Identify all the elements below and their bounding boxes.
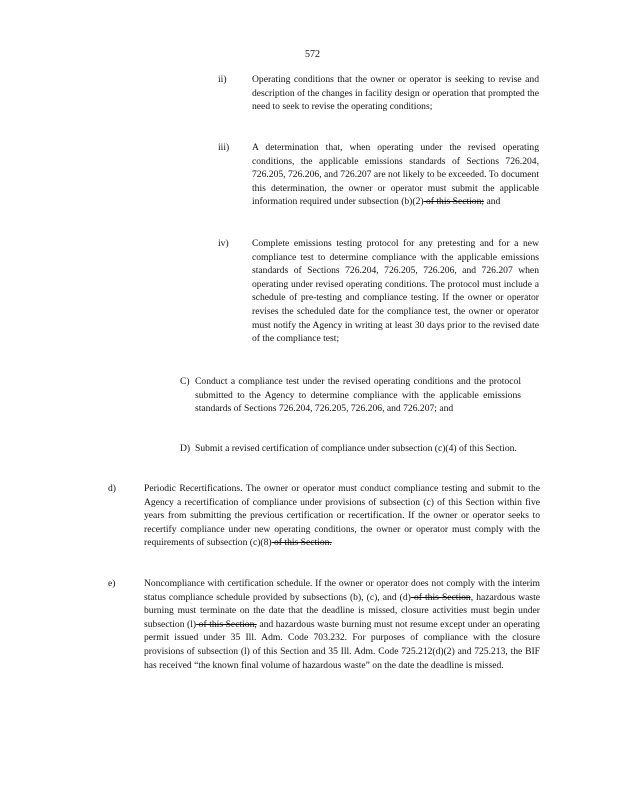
text-segment: , hazardous waste burning must terminate on the date that the deadline is missed, closure activities must begin under subsection (l)	[144, 591, 540, 630]
item-label-iv: iv)	[218, 238, 229, 249]
text-segment: Complete emissions testing protocol for any pretesting and for a new compliance test to determine compliance with the applicable emissions standards of Sections 726.204, 726.205, 726.206, and 726.207 when operating under revised operating conditions. The protocol must include a schedule of pre-testing and compliance testing. If the owner or operator revises the scheduled date for the compliance test, the owner or operator must notify the Agency in writing at least 30 days prior to the revised date of the compliance test;	[252, 238, 539, 345]
item-label-ii: ii)	[218, 74, 227, 85]
item-text-ii	[252, 73, 539, 114]
text-segment: A determination that, when operating under the revised operating conditions, the applicable emissions standards of Sections 726.204, 726.205, 726.206, and 726.207 are not likely to be exceeded. To document this determination, the owner or operator must submit the applicable information required under subsection (b)(2)	[252, 142, 539, 208]
deleted-text: of this Section;	[423, 196, 485, 208]
text-segment: and	[484, 196, 501, 208]
text-segment: Periodic Recertifications. The owner or operator must conduct compliance testing and submit to the Agency a recertification of compliance under provisions of subsection (c) of this Section within five years from submitting the previous certification or recertification. If the owner or operator seeks to recertify compliance under new operating conditions, the owner or operator must comply with the requirements of subsection (c)(8)	[144, 483, 540, 549]
item-label-iii: iii)	[218, 142, 230, 153]
deleted-text: of this Section.	[271, 537, 332, 549]
item-label-c: C)	[180, 376, 190, 387]
text-segment: Noncompliance with certification schedule. If the owner or operator does not comply with the interim status compliance schedule provided by subsections (b), (c), and (d)	[144, 578, 540, 603]
item-text-iii	[252, 141, 539, 209]
item-text-d	[144, 482, 540, 550]
item-text-e	[144, 577, 540, 672]
deleted-text: of this Section,	[196, 618, 257, 630]
text-segment: and hazardous waste burning must not resume except under an operating permit issued under 35 Ill. Adm. Code 703.232. For purposes of compliance with the closure provisions of subsection (l) of this Section and 35 Ill. Adm. Code 725.212(d)(2) and 725.213, the BIF has received “the known final volume of hazardous waste” on the date the deadline is missed.	[144, 618, 540, 671]
item-label-e: e)	[108, 578, 116, 589]
page-number: 572	[305, 49, 320, 60]
deleted-text: of this Section	[410, 591, 471, 603]
item-label-d: d)	[108, 483, 116, 494]
text-segment: Operating conditions that the owner or operator is seeking to revise and description of the changes in facility design or operation that prompted the need to seek to revise the operating conditions;	[252, 74, 539, 113]
item-label-d-upper: D)	[180, 443, 191, 454]
text-segment: Submit a revised certification of compliance under subsection (c)(4) of this Section.	[195, 443, 517, 454]
item-text-d-upper	[195, 442, 521, 456]
item-text-c	[195, 375, 521, 416]
item-text-iv	[252, 237, 539, 346]
text-segment: Conduct a compliance test under the revised operating conditions and the protocol submitted to the Agency to determine compliance with the applicable emissions standards of Sections 726.204, 726.205, 726.206, and 726.207; and	[195, 376, 521, 415]
